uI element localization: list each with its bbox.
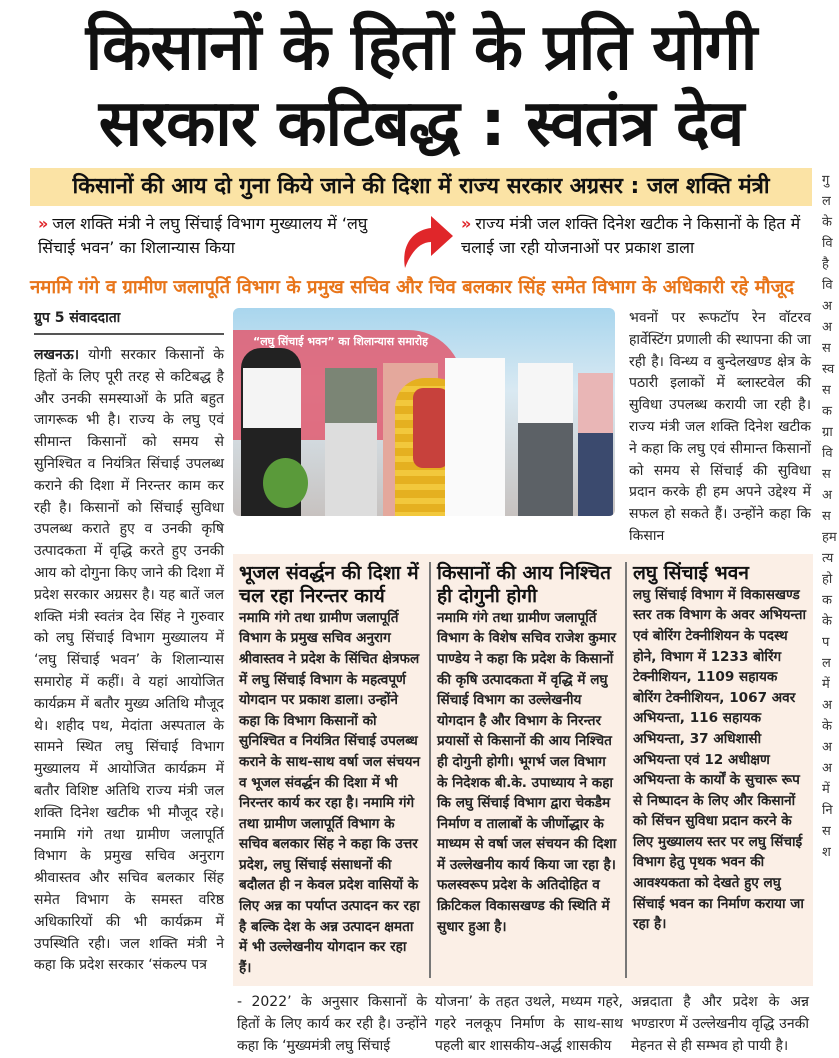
right-area [233,308,813,1058]
sidebar-boxes [233,554,813,987]
column-1-text: योगी सरकार किसानों के हितों के लिए पूरी तरह से कटिबद्ध है और उनकी समस्याओं के प्रति बहुत जागरूक भी है। राज्य के लघु एवं सीमान्त किसानों को समय से सुनिश्चित व नियंत्रित सिंचाई उपलब्ध कराने की दिशा में निरन्तर काम कर रही है। किसानों को सिंचाई सुविधा उपलब्ध कराते हुए व उनकी कृषि उत्पादकता में वृद्धि करते हुए उनकी आय को दोगुना किए जाने की दिशा में प्रदेश सरकार अग्रसर है। यह बातें जल शक्ति मंत्री स्वतंत्र देव सिंह ने गुरुवार को लघु सिंचाई विभाग मुख्यालय में ‘लघु सिंचाई भवन’ के शिलान्यास समारोह में कहीं। वे यहां आयोजित कार्यक्रम में बतौर मुख्य अतिथि मौजूद थे। शहीद पथ, मेदांता अस्पताल के सामने स्थित लघु सिंचाई विभाग मुख्यालय में आयोजित कार्यक्रम में बतौर विशिष्ट अतिथि राज्य मंत्री जल शक्ति दिनेश खटीक भी मौजूद रहे। नमामि गंगे तथा ग्रामीण जलापूर्ति विभाग के प्रमुख सचिव अनुराग श्रीवास्तव और सचिव बलकार सिंह समेत विभाग के समस्त वरिष्ठ अधिकारियों की भी कार्यक्रम में उपस्थिति रही। जल शक्ति मंत्री ने कहा कि प्रदेश सरकार ‘संकल्प पत्र [34,347,225,974]
box-farmer-income [431,562,627,979]
article-column-1 [34,345,224,977]
curved-arrow-icon [395,212,455,270]
box-title: लघु सिंचाई भवन [633,561,749,584]
box-title: भूजल संवर्द्धन की दिशा में चल रहा निरन्तर कार्य [239,561,419,607]
article-column-2-bottom: - 2022’ के अनुसार किसानों के हितों के लिए कार्य कर रही है। उन्होंने कहा कि ‘मुख्यमंत्री लघु सिंचाई [237,994,427,1055]
headline-line-2: सरकार कटिबद्ध : स्वतंत्र देव [98,87,744,161]
box-text: लघु सिंचाई विभाग में विकासखण्ड स्तर तक विभाग के अवर अभियन्ता एवं बोरिंग टेक्नीशियन के पदस्थ होने, विभाग में 1233 बोरिंग टेक्नीशियन, 1109 सहायक बोरिंग टेक्नीशियन, 1067 अवर अभियन्ता, 116 सहायक अभियन्ता, 37 अधिशासी अभियन्ता एवं 12 अधीक्षण अभियन्ता के कार्यों के सुचारू रूप से निष्पादन के लिए और किसानों को सिंचन सुविधा प्रदान करने के लिए मुख्यालय स्तर पर लघु सिंचाई विभाग हेतु पृथक भवन की आवश्यकता को देखते हुए लघु सिंचाई भवन का निर्माण कराया जा रहा है। [633,586,807,933]
chevron-right-icon: » [38,214,49,233]
highlight-1 [38,212,389,260]
article-column-4-bottom: अन्नदाता है और प्रदेश के अन्न भण्डारण में उल्लेखनीय वृद्धि उनकी मेहनत से ही सम्भव हो पायी है। [631,994,809,1055]
highlight-1-text: जल शक्ति मंत्री ने लघु सिंचाई विभाग मुख्यालय में ‘लघु सिंचाई भवन’ का शिलान्यास किया [38,214,368,257]
left-column [34,308,224,977]
adjacent-article-fragment [822,0,839,956]
box-text: नमामि गंगे तथा ग्रामीण जलापूर्ति विभाग के विशेष सचिव राजेश कुमार पाण्डेय ने कहा कि प्रदेश के किसानों की कृषि उत्पादकता में वृद्धि में लघु सिंचाई विभाग का उल्लेखनीय योगदान है और विभाग के निरन्तर प्रयासों से किसानों की आय निश्चित ही दोगुनी होगी। भूगर्भ जल विभाग के निदेशक बी.के. उपाध्याय ने कहा कि लघु सिंचाई विभाग द्वारा चेकडैम निर्माण व तालाबों के जीर्णोद्धार के माध्यम से वर्षा जल संचयन की दिशा में उल्लेखनीय कार्य किया जा रहा है। फलस्वरूप प्रदेश के अतिदोहित व क्रिटिकल विकासखण्ड की स्थिति में सुधार हुआ है। [437,609,617,935]
chevron-right-icon: » [461,214,472,233]
box-irrigation-bhawan [627,562,813,979]
box-groundwater [233,562,431,979]
article-column-4-top: भवनों पर रूफटॉप रेन वॉटरव हार्वेस्टिंग प्रणाली की स्थापना की जा रही है। विन्ध्य व बुन्देलखण्ड क्षेत्र के पठारी इलाकों में ब्लास्टवेल की सुविधा उपलब्ध करायी जा रही है। राज्य मंत्री जल शक्ति दिनेश खटीक ने कहा कि लघु एवं सीमान्त किसानों को समय से सिंचाई की सुविधा प्रदान करके ही हम अपने उद्देश्य में सफल हो सकते हैं। उन्होंने कहा कि किसान [629,310,811,544]
photo-row [233,308,813,548]
highlights-row [30,212,812,270]
headline-line-1: किसानों के हितों के प्रति योगी [85,11,757,85]
article-column-3-bottom: योजना’ के तहत उथले, मध्यम गहरे, गहरे नलकूप निर्माण के साथ-साथ पहली बार शासकीय-अर्द्ध शासकीय [435,994,623,1055]
subheadline: नमामि गंगे व ग्रामीण जलापूर्ति विभाग के प्रमुख सचिव और चिव बलकार सिंह समेत विभाग के अधिकारी रहे मौजूद [30,277,795,298]
article-body [30,308,812,1058]
continuation-row [233,992,813,1057]
box-title: किसानों की आय निश्चित ही दोगुनी होगी [437,561,611,607]
deck-banner: किसानों की आय दो गुना किये जाने की दिशा में राज्य सरकार अग्रसर : जल शक्ति मंत्री [30,168,812,206]
highlight-2 [461,212,812,260]
highlight-2-text: राज्य मंत्री जल शक्ति दिनेश खटीक ने किसानों के हित में चलाई जा रही योजनाओं पर प्रकाश डाला [461,214,801,257]
article-page [30,0,812,1058]
photo-banner-text: “लघु सिंचाई भवन” का शिलान्यास समारोह [253,335,428,348]
byline: ग्रुप 5 संवाददाता [34,308,224,335]
box-text: नमामि गंगे तथा ग्रामीण जलापूर्ति विभाग के प्रमुख सचिव अनुराग श्रीवास्तव ने प्रदेश के सिंचित क्षेत्रफल में लघु सिंचाई विभाग के महत्वपूर्ण योगदान पर प्रकाश डाला। उन्होंने कहा कि विभाग किसानों को सुनिश्चित व नियंत्रित सिंचाई उपलब्ध कराने के साथ-साथ वर्षा जल संचयन व भूजल संवर्द्धन की दिशा में भी निरन्तर कार्य कर रहा है। नमामि गंगे तथा ग्रामीण जलापूर्ति विभाग के सचिव बलकार सिंह ने कहा कि उत्तर प्रदेश, लघु सिंचाई संसाधनों की बदौलत ही न केवल प्रदेश वासियों के लिए अन्न का पर्याप्त उत्पादन कर रहा है बल्कि देश के अन्न उत्पादन क्षमता में भी उल्लेखनीय योगदान कर रहा हैं। [239,609,421,976]
adjacent-article-text: गु ल के वि है वि अ अ स स्व स क ग्रा वि स अ स हम त्य हो क के प ल में अ के अ अ में नि स श [822,173,837,860]
dateline: लखनऊ। [34,347,80,363]
event-photo [233,308,615,516]
